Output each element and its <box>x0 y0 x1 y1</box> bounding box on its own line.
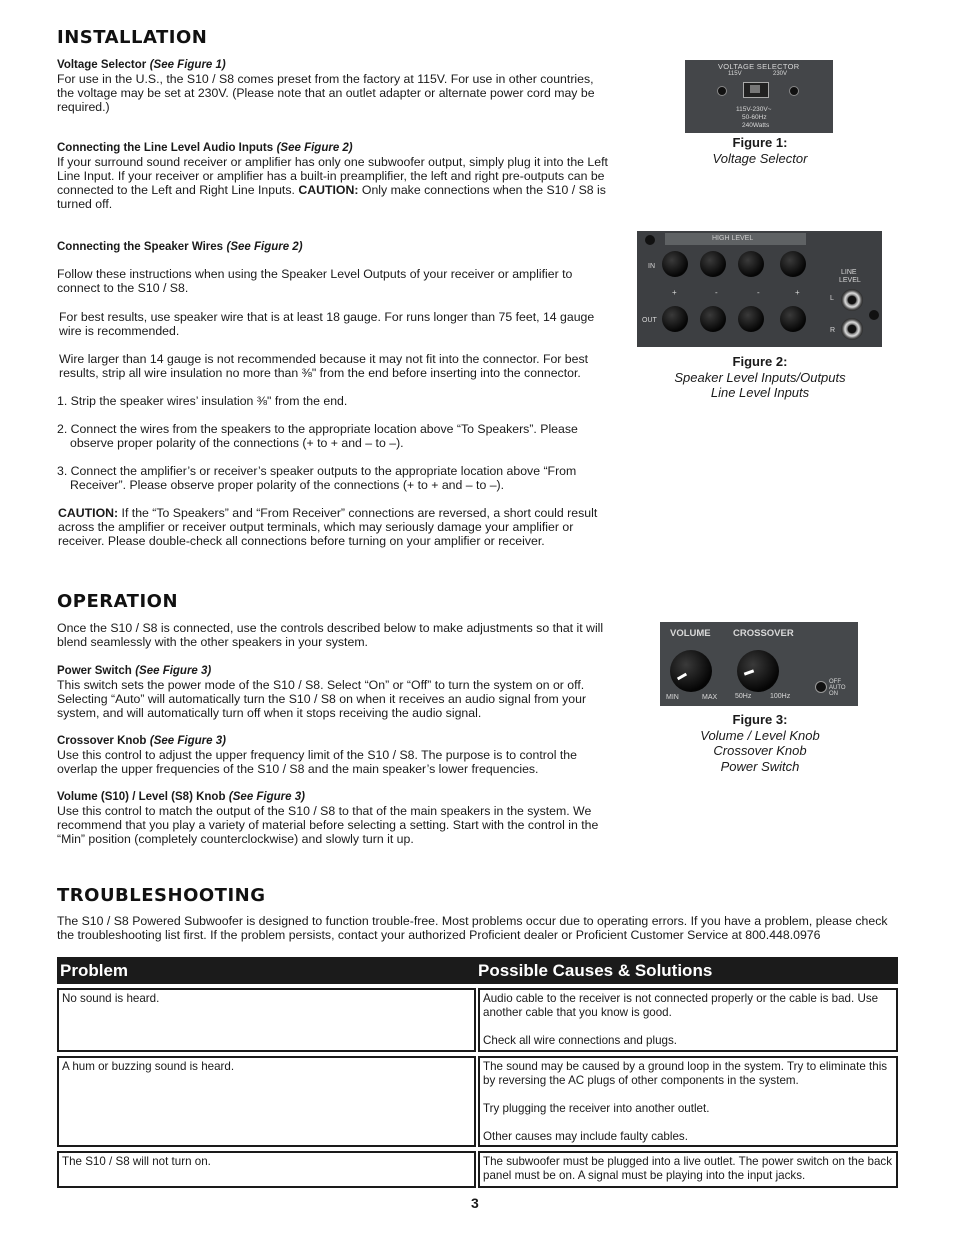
volume-body: Use this control to match the output of the S10 / S8 to that of the main speakers in the system. We recommend that you play a variety of material before selecting a setting. Start with the control in the “Min” position (completely counterclockwise) and slowly turn it up. <box>57 804 599 846</box>
page-number: 3 <box>471 1195 479 1211</box>
power-switch-body: This switch sets the power mode of the S10 / S8. Select “On” or “Off” to turn the system on or off. Selecting “Auto” will automatically turn the S10 / S8 on when it receives an audio signal from your system, and will automatically turn off when it stops receiving the audio signal. <box>57 678 587 720</box>
problem-column-header: Problem <box>60 961 129 980</box>
solutions-column-header: Possible Causes & Solutions <box>478 961 713 980</box>
voltage-selector-section <box>57 57 612 114</box>
installation-heading: INSTALLATION <box>57 27 208 48</box>
crossover-see-figure: (See Figure 3) <box>149 735 226 747</box>
speaker-wires-step2: 2. Connect the wires from the speakers to the appropriate location above “To Speakers”. Please observe proper polarity of the connections (+ to + and – to –). <box>57 422 578 450</box>
volume-section <box>57 789 612 846</box>
figure1-caption: Figure 1: Voltage Selector <box>712 135 808 166</box>
operation-intro: Once the S10 / S8 is connected, use the controls described below to make adjustments so that it will blend seamlessly with the other speakers in your system. <box>57 621 604 649</box>
speaker-wires-p3: Wire larger than 14 gauge is not recommended because it may not fit into the connector. For best results, strip all wire insulation no more than ⅜" from the end before inserting into the connector. <box>59 352 589 380</box>
controls-photo: VOLUME CROSSOVER MIN MAX 50Hz 100Hz OFF AUTO ON <box>660 622 858 706</box>
table-row-solutions: Audio cable to the receiver is not connected properly or the cable is bad. Use another cable that you know is good. Check all wire connections and plugs. <box>478 988 898 1052</box>
figure3-caption: Figure 3: Volume / Level Knob Crossover Knob Power Switch <box>700 712 820 774</box>
line-inputs-caution-label: CAUTION: <box>298 183 359 197</box>
volume-knob-icon <box>670 650 712 692</box>
voltage-selector-photo: VOLTAGE SELECTOR 115V 230V 115V-230V~ 50-60Hz 240Watts <box>685 60 833 133</box>
troubleshooting-heading: TROUBLESHOOTING <box>57 885 266 906</box>
line-inputs-caution-text: Only make connections when the S10 / S8 is turned off. <box>57 183 606 211</box>
crossover-body: Use this control to adjust the upper frequency limit of the S10 / S8. The purpose is to control the overlap the upper frequencies of the S10 / S8 and the main speaker’s lower frequencies. <box>57 748 577 776</box>
table-row-solutions: The subwoofer must be plugged into a live outlet. The power switch on the back panel must be on. A signal must be playing into the input jacks. <box>478 1151 898 1188</box>
table-row-problem: No sound is heard. <box>57 988 476 1052</box>
crossover-section <box>57 733 612 776</box>
line-inputs-see-figure: (See Figure 2) <box>276 142 353 154</box>
line-inputs-body: If your surround sound receiver or amplifier has only one subwoofer output, simply plug it into the Left Line Input. If your receiver or amplifier has a built-in preamplifier, the left and right pre-outputs can be connected to the Left and Right Line Inputs. <box>57 155 608 197</box>
table-row-solutions: The sound may be caused by a ground loop in the system. Try to eliminate this by reversing the AC plugs of other components in the system. Try plugging the receiver into another outlet. Other causes may include faulty cables. <box>478 1056 898 1147</box>
volume-title: Volume (S10) / Level (S8) Knob <box>57 791 226 803</box>
speaker-wires-section <box>57 239 612 254</box>
table-row-problem: A hum or buzzing sound is heard. <box>57 1056 476 1147</box>
line-inputs-section <box>57 140 612 211</box>
crossover-knob-icon <box>737 650 779 692</box>
power-see-figure: (See Figure 3) <box>135 665 212 677</box>
speaker-wires-title: Connecting the Speaker Wires <box>57 241 224 253</box>
power-switch-section <box>57 663 612 720</box>
operation-heading: OPERATION <box>57 591 179 612</box>
line-inputs-title: Connecting the Line Level Audio Inputs <box>57 142 274 154</box>
speaker-level-photo: HIGH LEVEL IN OUT + - - + LINE LEVEL L R <box>637 231 882 347</box>
voltage-selector-body: For use in the U.S., the S10 / S8 comes preset from the factory at 115V. For use in other countries, the voltage may be set at 230V. (Please note that an outlet adapter or alternate power cord may be required.) <box>57 72 595 114</box>
speaker-wires-see-figure: (See Figure 2) <box>226 241 303 253</box>
speaker-wires-p1: Follow these instructions when using the Speaker Level Outputs of your receiver or amplifier to connect to the S10 / S8. <box>57 267 573 295</box>
troubleshooting-table-header <box>57 957 898 984</box>
voltage-selector-title: Voltage Selector <box>57 59 147 71</box>
volume-see-figure: (See Figure 3) <box>228 791 305 803</box>
table-row-problem: The S10 / S8 will not turn on. <box>57 1151 476 1188</box>
power-switch-icon <box>815 681 827 693</box>
speaker-wires-p2: For best results, use speaker wire that is at least 18 gauge. For runs longer than 75 feet, 14 gauge wire is recommended. <box>59 310 595 338</box>
speaker-wires-caution-label: CAUTION: <box>58 506 119 520</box>
troubleshooting-intro: The S10 / S8 Powered Subwoofer is designed to function trouble-free. Most problems occur due to operating errors. If you have a problem, please check the troubleshooting list first. If the problem persists, contact your authorized Proficient dealer or Proficient Customer Service at 800.448.0976 <box>57 914 888 942</box>
power-switch-title: Power Switch <box>57 665 132 677</box>
speaker-wires-step1: 1. Strip the speaker wires’ insulation ⅜" from the end. <box>57 394 348 408</box>
crossover-title: Crossover Knob <box>57 735 147 747</box>
speaker-wires-step3: 3. Connect the amplifier’s or receiver’s speaker outputs to the appropriate location above “From Receiver”. Please observe proper polarity of the connections (+ to + and – to –). <box>57 464 577 492</box>
speaker-wires-caution-text: If the “To Speakers” and “From Receiver” connections are reversed, a short could result across the amplifier or receiver output terminals, which may seriously damage your amplifier or receiver. Please double-check all connections before turning on your amplifier or receiver. <box>58 506 598 548</box>
figure2-caption: Figure 2: Speaker Level Inputs/Outputs Line Level Inputs <box>674 354 846 400</box>
speaker-wires-caution <box>58 506 613 548</box>
voltage-see-figure: (See Figure 1) <box>149 59 226 71</box>
